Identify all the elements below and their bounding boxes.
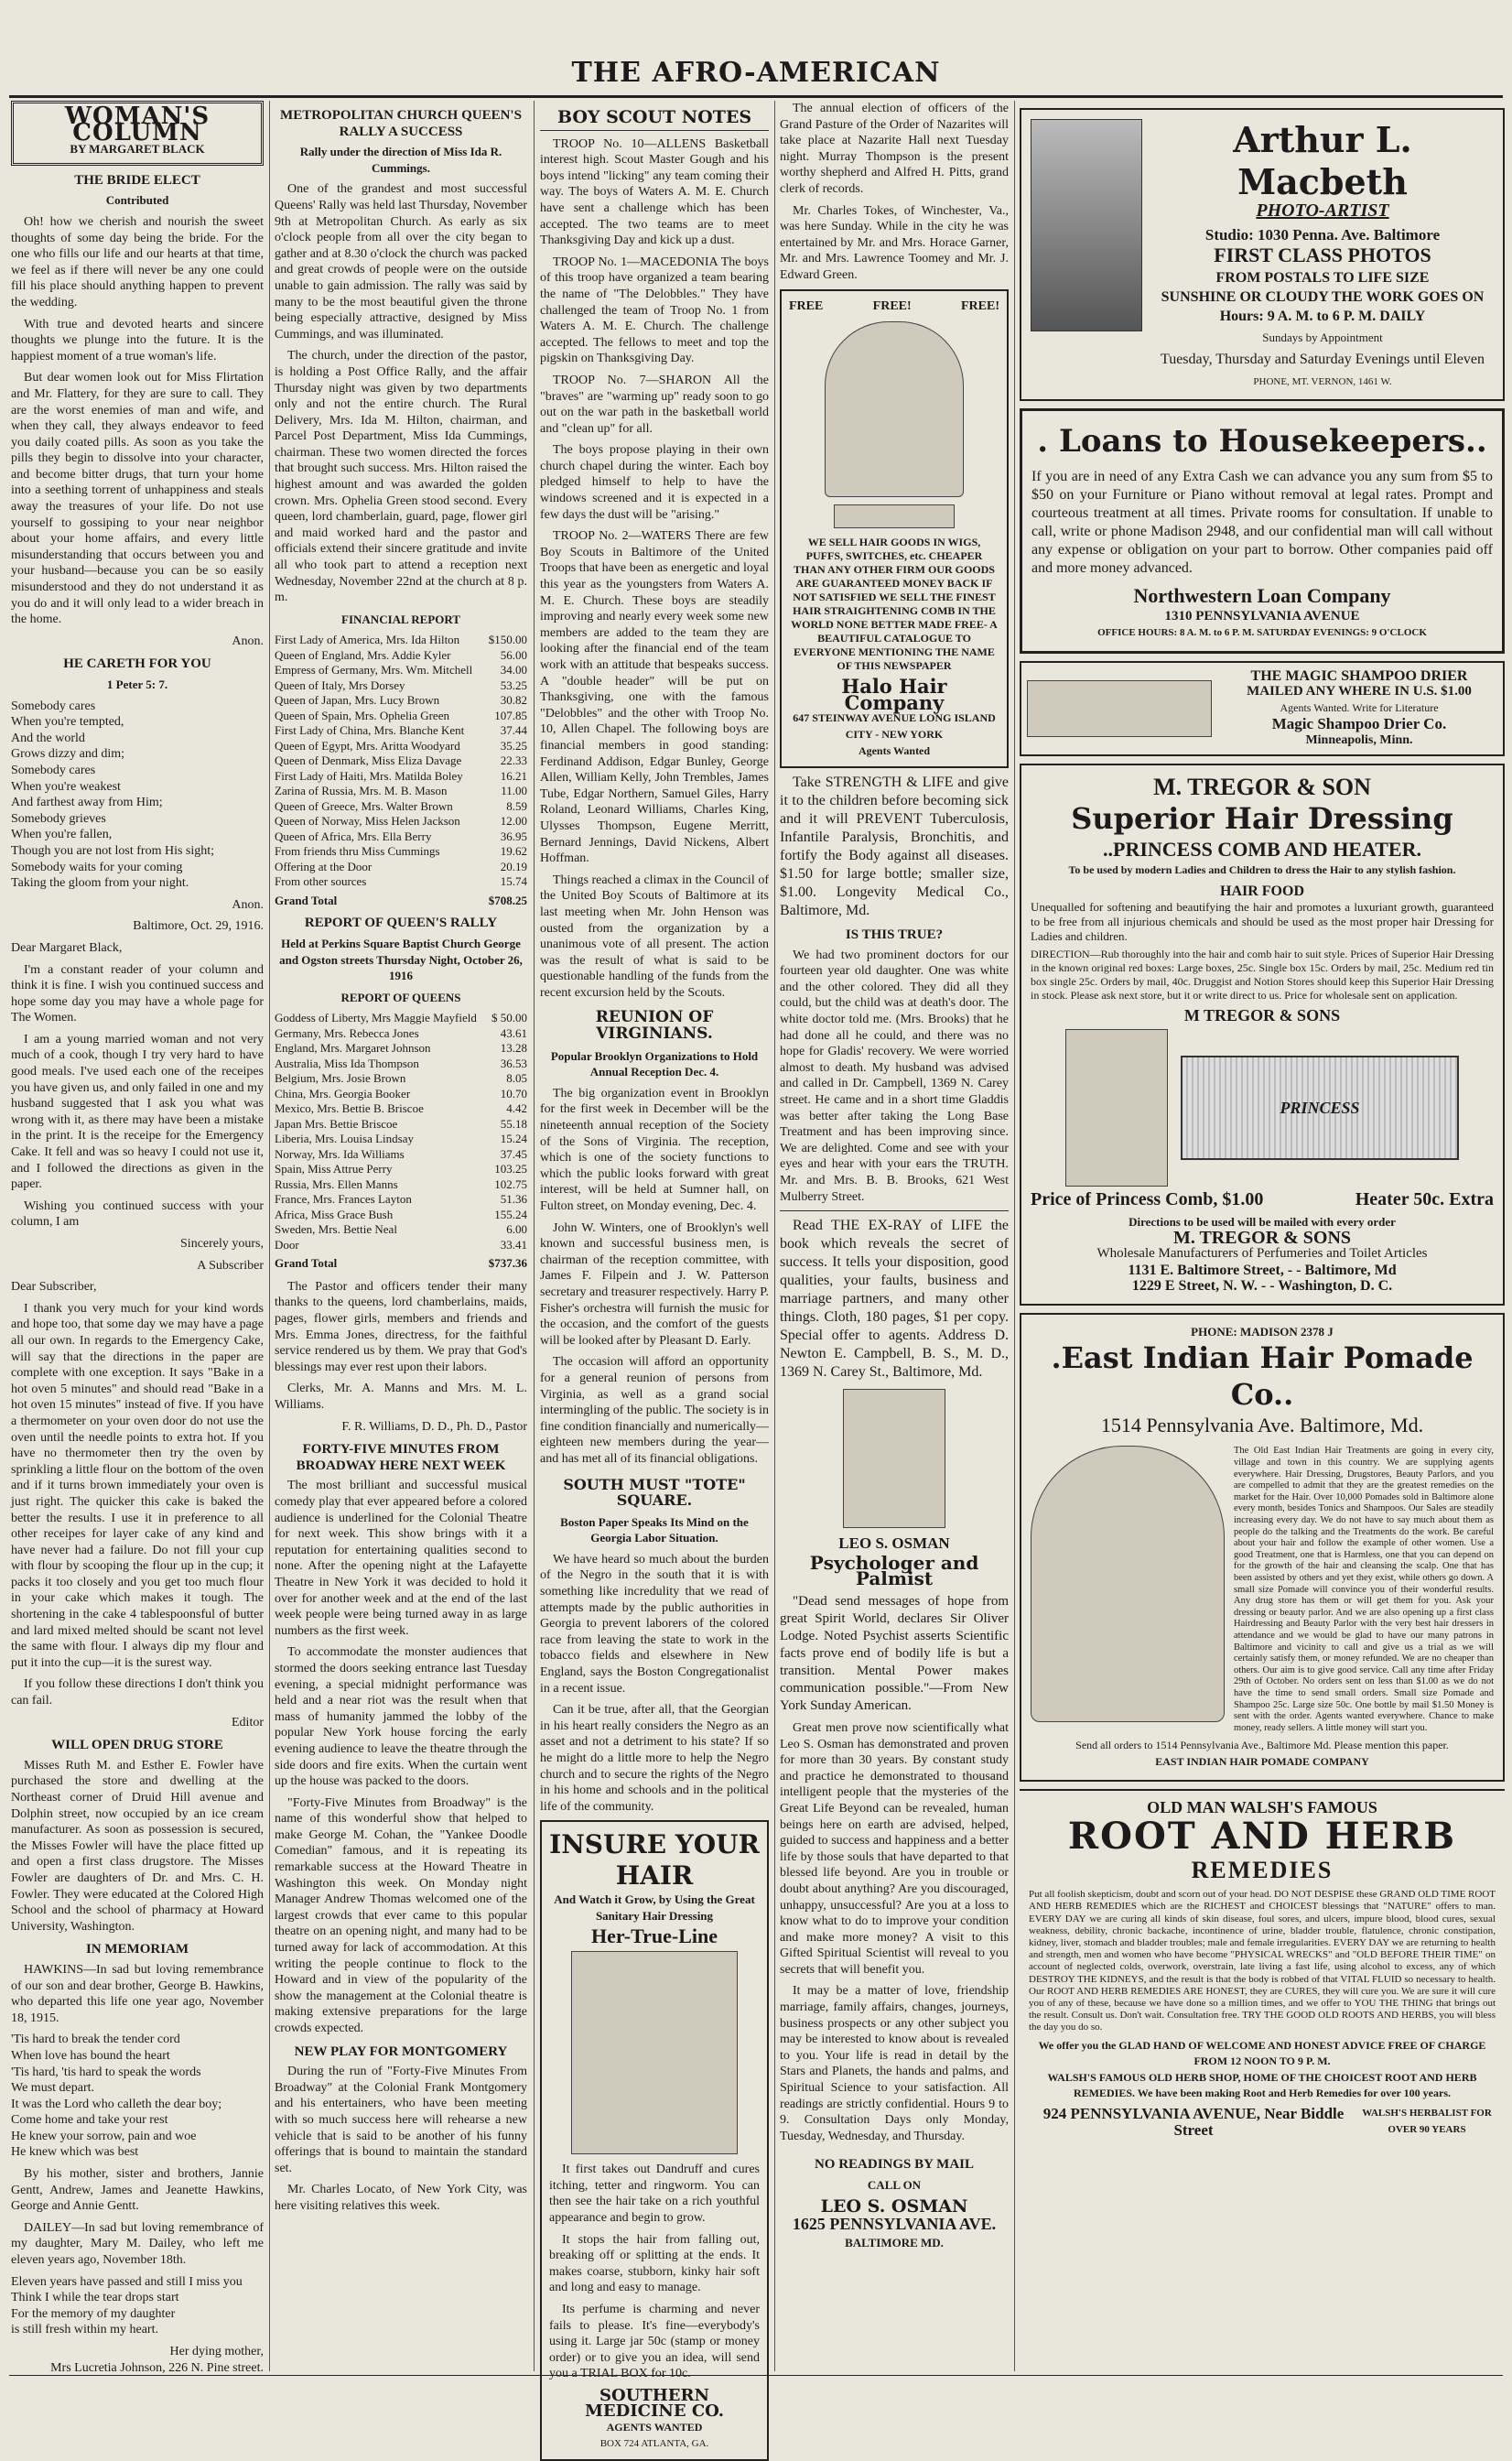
ad-address: 647 STEINWAY AVENUE LONG ISLAND CITY - NEW YORK [793,711,996,741]
row-label: First Lady of China, Mrs. Blanche Kent [275,723,465,738]
woman-portrait-image [825,321,964,497]
financial-report-table [275,633,527,890]
column-5-ads [1020,101,1505,2362]
row-label: Offering at the Door [275,859,373,873]
ad-line: To be used by modern Ladies and Children to dress the Hair to any stylish fashion. [1068,862,1456,876]
paragraph: Great men prove now scientifically what Leo S. Osman has demonstrated and proven for more than 30 years. By constant study and practice he demonstrated to thousand intelligent people that the mysteries of the Great Life Beyond can be revealed, human beings here on earth are advised, helped, guided to success and happiness and a better life by those souls that have departed to that blessed life beyond. Are you in trouble or doubt about anything? Are you discouraged, unhappy, unsuccessful? Are you at a loss to know what to do to improve your condition and make more money? A visit to this Gifted Spiritual Scientist will reveal to you secrets that will benefit you. [780,1720,1009,1977]
row-label: England, Mrs. Margaret Johnson [275,1041,431,1056]
letter-date: Baltimore, Oct. 29, 1916. [133,919,264,934]
ad-line: Sundays by Appointment [1262,331,1383,345]
paragraph: It first takes out Dandruff and cures itching, tetter and ringworm. You can then see the hair take on a rich youthful appearance and begin to grow. [549,2163,760,2225]
article-subtitle: Rally under the direction of Miss Ida R. Cummings. [299,145,502,175]
loans-ad [1020,408,1505,653]
ad-line: Tuesday, Thursday and Saturday Evenings until Eleven [1160,351,1485,367]
ad-line: WALSH'S FAMOUS OLD HERB SHOP, HOME OF THE CHOICEST ROOT AND HERB REMEDIES. We have been making Root and Herb Remedies for over 100 years. [1047,2070,1477,2100]
paragraph: By his mother, sister and brothers, Jannie Gentt, Andrew, James and Jeanette Hawkins, George and Annie Gentt. [11,2167,264,2214]
ad-headline: ROOT AND HERB [1067,1815,1457,1859]
east-indian-pomade-ad [1020,1313,1505,1782]
article-title: THE BRIDE ELECT [74,172,200,188]
signature: Her dying mother, Mrs Lucretia Johnson, 226 N. Pine street. [50,2345,264,2375]
woman-portrait-image [571,1951,738,2154]
ad-brand: THE MAGIC SHAMPOO DRIER [1250,667,1468,684]
row-label: First Lady of America, Mrs. Ida Hilton [275,633,460,647]
paragraph: One of the grandest and most successful Queens' Rally was held last Thursday, November 9th at Metropolitan Church. As early as six o'clock people from all over the city began to gather and at 8.30 o'clock the church was packed and great crowds of people were on the outside unable to gain admission. The rally was said by many to be the most beautiful given the throne being especially attractive, designed by Miss Cummings, and was illuminated. [275,182,527,342]
row-amount: 30.82 [500,693,527,708]
financial-row [275,1011,527,1026]
financial-report-table [275,1011,527,1252]
ad-city: BALTIMORE MD. [845,2235,944,2250]
row-label: Queen of Japan, Mrs. Lucy Brown [275,693,440,708]
article-subtitle: Held at Perkins Square Baptist Church George and Ogston streets Thursday Night, October 26, 1916 [279,937,523,983]
total-amount: $737.36 [488,1256,527,1271]
row-amount: 6.00 [506,1222,527,1237]
ad-body: DIRECTION—Rub thoroughly into the hair and comb hair to suit style. Prices of Superior Hair Dressing in the known original red boxes: Large boxes, 25c. Single box 15c. Orders by mail, 25c. Medium red tin box single 25c. Orders by mail, 40c. Druggist and Notion Stores should keep this Superior Hair Dressing in stock. Please ask next store, but it or write direct to us. Price for wholesale sent on application. [1031,947,1494,1002]
row-label: Queen of Denmark, Miss Eliza Davage [275,753,462,768]
column-1 [11,101,264,2375]
paragraph: Can it be true, after all, that the Georgian in his heart really considers the Negro as an asset and not a detriment to his state? If so he might do a little more to help the Negro church and to secure the rights of the Negro in his home and schools and in the political life of the community. [540,1703,769,1814]
ad-company: Northwestern Loan Company [1133,584,1391,608]
ad-agents: Agents Wanted [858,743,931,757]
financial-row [275,769,527,785]
macbeth-photo-ad [1020,108,1505,401]
paragraph: Clerks, Mr. A. Manns and Mrs. M. L. Williams. [275,1382,527,1413]
row-label: First Lady of Haiti, Mrs. Matilda Boley [275,768,463,783]
paragraph: HAWKINS—In sad but loving remembrance of our son and dear brother, George B. Hawkins, who departed this life one year ago, November 18, 1915. [11,1962,264,2025]
paragraph: TROOP No. 1—MACEDONIA The boys of this troop have organized a team bearing the name of "The Delobbles." They have challenged the team of Troop No. 1 from Waters A. M. E. Church. The challenge accepted. The fellows to meet and top the pigskin on Thanksgiving Day. [540,255,769,366]
letter-salutation: Dear Subscriber, [11,1280,97,1295]
paragraph: Wishing you continued success with your column, I am [11,1198,264,1230]
article-title: FORTY-FIVE MINUTES FROM BROADWAY HERE NEXT WEEK [296,1442,506,1473]
row-amount: 36.95 [500,829,527,843]
comb-image [834,504,955,528]
paragraph: Its perfume is charming and never fails to please. It's fine—everybody's using it. Large jar 50c (stamp or money order) or to give you an idea, will send you a TRIAL BOX for 10c. [549,2302,760,2381]
ad-name: Arthur L. Macbeth [1233,119,1412,202]
ad-name: M. TREGOR & SON [1153,773,1371,800]
masthead-rule [9,95,1503,98]
report-heading: REPORT OF QUEENS [340,990,461,1004]
row-label: Belgium, Mrs. Josie Brown [275,1071,406,1086]
signature: Anon. [232,634,264,648]
ad-headline: . Loans to Housekeepers.. [1037,423,1487,461]
financial-row [275,799,527,815]
row-amount: 8.05 [506,1071,527,1086]
ad-phone: PHONE, MT. VERNON, 1461 W. [1253,375,1392,387]
free-badge: FREE! [961,298,999,313]
row-label: Door [275,1237,299,1252]
signature: A Subscriber [197,1258,264,1273]
masthead: THE AFRO-AMERICAN [571,57,941,89]
ad-line: FROM POSTALS TO LIFE SIZE [1215,270,1430,287]
ad-note: CALL ON [867,2178,922,2192]
ad-title: Psychologer and Palmist [809,1551,979,1590]
ad-address: 1131 E. Baltimore Street, - - Baltimore, Md [1128,1262,1397,1278]
row-amount: 51.36 [500,1192,527,1207]
row-label: Empress of Germany, Mrs. Wm. Mitchell [275,663,473,678]
financial-row [275,753,527,769]
signature: F. R. Williams, D. D., Ph. D., Pastor [341,1419,527,1434]
financial-row [275,648,527,664]
row-amount: 35.25 [500,738,527,753]
row-label: China, Mrs. Georgia Booker [275,1086,411,1100]
article-title: WILL OPEN DRUG STORE [51,1738,223,1753]
financial-row [275,709,527,724]
bottom-rule [9,2375,1503,2376]
ad-company: Magic Shampoo Drier Co. [1271,715,1447,733]
row-amount: 10.70 [500,1086,527,1100]
row-label: Zarina of Russia, Mrs. M. B. Mason [275,784,448,798]
row-amount: 107.85 [494,708,527,722]
paragraph: With true and devoted hearts and sincere thoughts we plunge into the future. It is the happiest moment of a true woman's life. [11,317,264,363]
row-amount: 11.00 [501,784,527,798]
ad-body: Put all foolish skepticism, doubt and scorn out of your head. DO NOT DESPISE these GRAND OLD TIME ROOT AND HERB REMEDIES which are the RICHEST and CHOICEST blessings that "NATURE" offers to man. EVERY DAY we are curing all kinds of skin disease, foul sores, and ulcers, impure blood, blood cures, sexual weakness, debility, chronic backache, incontinence of urine, bladder trouble, flatulence, chronic constipation, kidney, liver, stomach and bladder troubles; male and female irregularities. EVERY DAY we are returning to health and strength, men and women who have become "PHYSICAL WRECKS" and "OLD BEFORE THEIR TIME" on account of neglected colds, overwork, overstrain, late living a fast life, using alcohol to excess, any of which DESTROY THE KIDNEYS, and the result is that the body is robbed of that VITAL FLUID so necessary to health. Our ROOT AND HERB REMEDIES ARE HONEST, they are CURES, they will cure you. We are sure it will cure you of any of these, because we have done so a million times, and we offer to YOU THE THING that brings out the result. Consult us. Don't wait. Consultation free. TRY THE GOOD OLD ROOTS AND HERBS, you will bless the day you do so. [1029,1889,1496,2033]
row-label: Goddess of Liberty, Mrs Maggie Mayfield [275,1011,477,1025]
ad-role: PHOTO-ARTIST [1256,201,1389,221]
ad-company: Halo Hair Company [841,675,947,714]
womans-column-header [11,101,264,166]
row-amount: 12.00 [500,814,527,829]
row-label: Queen of Africa, Mrs. Ella Berry [275,829,432,843]
row-label: Spain, Miss Attrue Perry [275,1162,393,1176]
row-label: Russia, Mrs. Ellen Manns [275,1176,398,1191]
tregor-hair-ad [1020,764,1505,1306]
paragraph: I am a young married woman and not very much of a cook, though I try very hard to have good meals. I've used each one of the receipes you have given us, and only failed in one and my husband suggested that I ask you what was wrong with it, as there may have been a mistake in the print. It is the receipe for the Emergency Cake. It fell and was so heavy I could not use it, and I followed the directions as given in the paper. [11,1032,264,1192]
paragraph: The church, under the direction of the pastor, is holding a Post Office Rally, and the affair Thursday night was given by two departments only and not the entire church. The Rural Delivery, Mrs. Ida M. Hilton, chairman, and Parcel Post Department, Miss Ida Cummings, chairman. These two women directed the forces that brought such success. Mrs. Hilton raised the highest amount and was awarded the golden crown. Mrs. Ophelia Green stood second. Every queen, lord chamberlain, guard, page, flower girl and maid worked hard and the pastor and officials extend their sincere gratitude and invite all who took part to attend a reception next Wednesday, November 22nd at the church at 8 p. m. [275,349,527,605]
ad-agents: AGENTS WANTED [606,2421,703,2434]
paragraph: Things reached a climax in the Council of the United Boy Scouts of Baltimore at its last meeting when Mr. John Henson was ousted from the organization by a unanimous vote of all present. The action was the result of what is said to be questionable handling of the funds from the recent excursion held by the Scouts. [540,873,769,1000]
paragraph: Misses Ruth M. and Esther E. Fowler have purchased the store and dwelling at the Northeast corner of Druid Hill avenue and Dolphin street, now occupied by an ice cream manufacturer. As soon as possession is secured, the Misses Fowler will have the place fitted up and open a first class drugstore. The Misses Fowler are daughters of Dr. and Mrs. C. H. Fowler. They were educated at the Colored High School and the school of pharmacy at Howard University, Washington. [11,1758,264,1934]
financial-row [275,1147,527,1163]
paragraph: I'm a constant reader of your column and think it is fine. I wish you continued success and hope some day you may have a whole page for The Women. [11,962,264,1025]
womans-column-byline: BY MARGARET BLACK [70,142,205,157]
row-amount: 22.33 [500,753,527,768]
ad-body: WE SELL HAIR GOODS IN WIGS, PUFFS, SWITCHES, etc. CHEAPER THAN ANY OTHER FIRM OUR GOODS ARE GUARANTEED MONEY BACK IF NOT SATISFIED WE SELL THE FINEST HAIR STRAIGHTENING COMB IN THE WORLD NONE BETTER MADE FREE- A BEAUTIFUL CATALOGUE TO EVERYONE MENTIONING THE NAME OF THIS NEWSPAPER [791,536,998,673]
ad-line: Directions to be used will be mailed with every order [1129,1214,1396,1229]
row-label: Queen of Italy, Mrs Dorsey [275,678,405,692]
row-label: Japan Mrs. Bettie Briscoe [275,1116,398,1131]
signature: Anon. [232,897,264,912]
ad-line: Send all orders to 1514 Pennsylvania Ave., Baltimore Md. Please mention this paper. [1075,1739,1449,1752]
ad-subheadline: ..PRINCESS COMB AND HEATER. [1103,837,1421,861]
row-amount: 36.53 [500,1056,527,1070]
paragraph: The big organization event in Brooklyn for the first week in December will be the nineteenth annual reception of the Society of the Sons of Virginia. The reception, which is one of the society functions to which the public looks forward with great interest, will be held at Sumner hall, on Fulton street, on Monday evening, Dec. 4. [540,1086,769,1213]
article-title: HE CARETH FOR YOU [63,656,211,672]
row-label: Queen of Norway, Miss Helen Jackson [275,814,460,829]
row-label: France, Mrs. Frances Layton [275,1192,412,1207]
financial-row [275,1057,527,1072]
row-amount: 103.25 [494,1162,527,1176]
ad-line: SUNSHINE OR CLOUDY THE WORK GOES ON [1161,289,1485,306]
column-2 [275,101,527,2362]
paragraph: It stops the hair from falling out, breaking off or splitting at the ends. It makes coarse, stubborn, kinky hair soft and long and easy to manage. [549,2232,760,2295]
article-title: METROPOLITAN CHURCH QUEEN'S RALLY A SUCCESS [280,108,522,139]
ad-line: OLD MAN WALSH'S FAMOUS [1147,1797,1377,1816]
financial-row [275,1117,527,1133]
ad-name: M. TREGOR & SONS [1172,1227,1352,1248]
ad-subheadline: And Watch it Grow, by Using the Great Sanitary Hair Dressing [554,1892,755,1923]
letter-salutation: Dear Margaret Black, [11,940,123,955]
ad-studio: Studio: 1030 Penna. Ave. Baltimore [1204,225,1441,244]
column-divider [269,101,270,2371]
financial-row [275,663,527,678]
photographer-portrait-image [1031,119,1142,331]
heater-price: Heater 50c. Extra [1355,1189,1494,1210]
row-amount: 16.21 [500,768,527,783]
free-badge: FREE [789,298,824,313]
financial-row [275,874,527,890]
paragraph: We had two prominent doctors for our fourteen year old daughter. One was white and the other colored. They did all they could, but the child was at death's door. The white doctor told me. (Mrs. Brooks) that he had done all he could, and there was no hope for Gladis' recovery. We were worried almost to death. My husband was advised and called in Dr. Campbell, 1369 N. Carey street. He came and in a short time Gladdis was better after taking the Long Base Treatment and has been improving since. We are delighted. Come and see with your eyes and hear with your ears the TRUTH. Mr. and Mrs. B. B. Brooks, 621 West Mulberry Street. [780,948,1009,1204]
financial-row [275,784,527,799]
ad-name: M TREGOR & SONS [1183,1005,1341,1025]
row-label: Queen of Greece, Mrs. Walter Brown [275,798,453,813]
financial-row [275,633,527,648]
row-amount: 33.41 [500,1237,527,1252]
paragraph: DAILEY—In sad but loving remembrance of my daughter, Mary M. Dailey, who left me eleven years ago, November 18th. [11,2220,264,2268]
poem: Somebody cares When you're tempted, And the world Grows dizzy and dim; Somebody cares When you're weakest And farthest away from Him; Somebody grieves When you're fallen, Though you are not lost from His sight; Somebody waits for your coming Taking the gloom from your night. [11,699,215,891]
financial-row [275,723,527,739]
paragraph: To accommodate the monster audiences that stormed the doors seeking entrance last Tuesday evening, a special midnight performance was held and a near riot was the result when that mass of humanity jammed the lobby of the popular New York house forcing the early evening audience to leave the theatre through the side doors and fire exits. When the curtain went up the house was packed to the doors. [275,1645,527,1789]
free-badge: FREE! [872,298,912,313]
row-label: Queen of Spain, Mrs. Ophelia Green [275,708,449,722]
column-3 [540,101,769,2449]
row-amount: 4.42 [506,1101,527,1116]
financial-row [275,844,527,860]
financial-row [275,739,527,754]
poem: 'Tis hard to break the tender cord When love has bound the heart 'Tis hard, 'tis hard to speak the words We must depart. It was the Lord who calleth the dear boy; Come home and take your rest He knew your sorrow, pain and woe He knew which was best [11,2033,222,2160]
paragraph: I thank you very much for your kind words and hope too, that some day we may have a page all our own. In regards to the Emergency Cake, will say that the directions in the paper are complete with one exception. It says "Bake in a hot oven 5 minutes" and should read "Bake in a hot oven 15 minutes" instead of five. If you have a thermometer on your oven door do not use the oven until the needle points to extra hot. If you have no thermometer then try the oven by sprinkling a little flour on the bottom of the oven and if it turns brown immediately your oven is just right. The quicker this cake is baked the better the results. I use it in preference to all other receipes for layer cake of any kind and have never had a failure. Do not fill your cup with flour by scooping the flour up in the cup; it packs it too closely and you get too much flour in your cake which makes it tough. The shortening in the cake 4 tablespoonsful of butter and lard mixed melted should be scant not level the same with flour. I always dip my flour and put it into the cup—it is the surest way. [11,1301,264,1670]
ad-address: 1514 Pennsylvania Ave. Baltimore, Md. [1100,1414,1424,1437]
row-amount: 13.28 [500,1041,527,1056]
financial-row [275,814,527,829]
letter-close: Sincerely yours, [180,1237,264,1251]
paragraph: The boys propose playing in their own church chapel during the winter. Each boy pledged himself to help to have the windows screened and it is expected in a few days the dust will be "arising." [540,443,769,522]
paragraph: TROOP No. 7—SHARON All the "braves" are "warming up" ready soon to go out on the war path in the basketball world and "clean up" for all. [540,373,769,436]
magic-shampoo-ad [1020,661,1505,756]
ad-line: FIRST CLASS PHOTOS [1214,244,1431,267]
halo-hair-ad [780,289,1009,769]
column-divider [534,101,535,2371]
paragraph: It may be a matter of love, friendship marriage, family affairs, changes, journeys, business prospects or any other subject you may be interested to know about is revealed to you. Your life is read in detail by the Stars and Planets, the hands and palms, and Spiritual Science to your satisfaction. All readings are strictly confidential. Hours 9 to 9. Consultation Days only Monday, Tuesday, Wednesday, and Thursday. [780,1984,1009,2143]
financial-row [275,860,527,875]
paragraph: TROOP No. 2—WATERS There are few Boy Scouts in Baltimore of the United Troops that have been as energetic and loyal this year as the youngsters from Waters A. M. E. Church. These boys are steadily improving and nearly every week some new members are added to the team they are looking after the financial end of the team work with an attitude that bespeaks success. A "double header" will be put on Thanksgiving, one with the famous "Delobbles" and the other with Troop No. 10, Allen Chapel. The following boys are financial members in good standing: Ferdinand Addison, Edgar Bunley, George Allen, William Kelly, John Trembles, James Tube, Edgar Northern, Samuel Giles, Harry Roland, Leonard Williams, Charles King, Ulysses Thompson, Eugene Merritt, Bernard Jennings, David Nickens, Albert Hoffman. [540,529,769,866]
paragraph: The occasion will afford an opportunity for a general reunion of persons from Virginia, as well as a grand social intermingling of the public. The society is in fine condition financially and numerically—eighteen new members during the year—and has met all of its financial obligations. [540,1355,769,1466]
paragraph: Oh! how we cherish and nourish the sweet thoughts of some day being the bride. For the one who fills our life and our hearts at that time, we feel as if there will never be any one could fill his place should anything happen to prevent the wedding. [11,214,264,309]
financial-row [275,1208,527,1223]
paragraph: "Dead send messages of hope from great Spirit World, declares Sir Oliver Lodge. Noted Psychist asserts Scientific facts prove end of bodily life is but a transition. Mental Power makes communication possible."—From New York Sunday American. [780,1593,1009,1713]
row-amount: 20.19 [500,859,527,873]
ad-hours: OFFICE HOURS: 8 A. M. to 6 P. M. SATURDAY EVENINGS: 9 O'CLOCK [1097,626,1427,638]
ad-subheadline: REMEDIES [1191,1857,1334,1884]
row-amount: $ 50.00 [491,1011,527,1025]
ad-headline: .East Indian Hair Pomade Co.. [1051,1340,1474,1413]
paragraph: We have heard so much about the burden of the Negro in the south that it is with something like incredulity that we read of attempts made by the public authorities in Georgia to prevent laborers of the colored race from leaving the state to work in the tobacco fields and elsewhere in New England, says the Boston Congregationalist in a recent issue. [540,1552,769,1696]
article-subtitle: Popular Brooklyn Organizations to Hold Annual Reception Dec. 4. [550,1048,759,1079]
column-divider [1014,101,1015,2371]
ad-hours: Hours: 9 A. M. to 6 P. M. DAILY [1219,309,1426,325]
row-amount: 43.61 [500,1025,527,1040]
paragraph: The Pastor and officers tender their many thanks to the queens, lord chamberlains, maids, pages, flower girls, members and friends and Mrs. Emma Jones, directress, for the faithful service rendered us by them. We pray that God's blessings may ever rest upon their labors. [275,1279,527,1374]
financial-row [275,1192,527,1208]
row-amount: 15.24 [500,1132,527,1146]
ad-body: If you are in need of any Extra Cash we can advance you any sum from $5 to $50 on your Furniture or Piano without removal at legal rates. Prompt and courteous treatment at all times. Private rooms for consultation. If unable to call, write or phone Madison 2948, and our confidential man will call without any expense or obligation on your part to borrow. Other companies paid off and more money advanced. [1031,469,1493,577]
row-label: Sweden, Mrs. Bettie Neal [275,1222,397,1237]
article-title: IN MEMORIAM [85,1942,189,1957]
financial-row [275,693,527,709]
ad-company: SOUTHERN MEDICINE CO. [584,2385,725,2422]
paragraph: If you follow these directions I don't think you can fail. [11,1677,264,1708]
financial-row [275,829,527,845]
ad-line: Wholesale Manufacturers of Perfumeries and Toilet Articles [1096,1246,1428,1262]
ad-phone: PHONE: MADISON 2378 J [1191,1324,1334,1339]
article-title: SOUTH MUST "TOTE" SQUARE. [563,1475,746,1510]
ad-body: Unequalled for softening and beautifying the hair and promotes a luxuriant growth, guaranteed to be free from all injurious chemicals and should be used as the most proper hair Dressing for Ladies and children. [1031,899,1494,943]
financial-row [275,1177,527,1193]
paragraph: The annual election of officers of the Grand Pasture of the Order of Nazarites will take place at Nazarite Hall next Tuesday night. Murray Thompson is the present worthy shepherd and Alfred H. Pitts, grand clerk of records. [780,102,1009,196]
paragraph: Read THE EX-RAY of LIFE the book which reveals the secret of success. It tells your disposition, good qualities, your faults, business and marriage partners, and many other things. Cloth, 180 pages, $1 per copy. Special offer to agents. Address D. Newton E. Campbell, B. S., M. D., 1369 N. Carey St., Baltimore, Md. [780,1210,1009,1382]
row-amount: 53.25 [500,678,527,692]
paragraph: Mr. Charles Tokes, of Winchester, Va., was here Sunday. While in the city he was entertained by Mr. and Mrs. Horace Garner, Mr. and Mrs. Lawrence Toomey and Mr. J. Edward Green. [780,203,1009,282]
column-divider [774,101,775,2371]
financial-total-row [275,1256,527,1272]
ad-agents: Agents Wanted. Write for Literature [1280,700,1439,714]
article-title: REPORT OF QUEEN'S RALLY [304,916,498,931]
row-amount: 155.24 [494,1207,527,1221]
row-amount: 55.18 [500,1116,527,1131]
financial-row [275,1222,527,1238]
ad-company: EAST INDIAN HAIR POMADE COMPANY [1155,1754,1369,1768]
scripture-reference: 1 Peter 5: 7. [106,678,168,691]
row-label: Africa, Miss Grace Bush [275,1207,394,1221]
row-amount: 56.00 [500,647,527,662]
financial-report-title: FINANCIAL REPORT [341,612,460,626]
financial-row [275,1162,527,1177]
ad-note: NO READINGS BY MAIL [814,2157,975,2173]
comb-price: Price of Princess Comb, $1.00 [1031,1189,1264,1210]
ad-name: LEO S. OSMAN [838,1534,950,1553]
total-amount: $708.25 [488,893,527,907]
financial-row [275,1132,527,1147]
financial-row [275,1238,527,1253]
comb-image: PRINCESS [1181,1056,1459,1160]
ad-city: Minneapolis, Minn. [1305,732,1413,747]
row-amount: 15.74 [500,874,527,889]
article-title: REUNION OF VIRGINIANS. [595,1008,714,1044]
article-subtitle: Boston Paper Speaks Its Mind on the Georgia Labor Situation. [560,1514,749,1545]
drier-image [1027,680,1212,737]
ad-signature: WALSH'S HERBALIST FOR OVER 90 YEARS [1362,2107,1492,2135]
row-label: From other sources [275,874,367,889]
row-label: Mexico, Mrs. Bettie B. Briscoe [275,1101,424,1116]
row-amount: $150.00 [488,633,527,647]
column-4 [780,101,1009,2362]
paragraph: During the run of "Forty-Five Minutes From Broadway" at the Colonial Frank Montgomery and his entertainers, who have been meeting with so much success here will rehearse a new vehicle that is said to be another of his funny offerings that is bound to maintain the standard set. [275,2065,527,2175]
row-amount: 34.00 [500,663,527,678]
ad-address: BOX 724 ATLANTA, GA. [599,2437,709,2449]
row-label: Queen of Egypt, Mrs. Aritta Woodyard [275,738,460,753]
total-label: Grand Total [275,1256,338,1271]
article-title: BOY SCOUT NOTES [540,110,769,131]
financial-row [275,678,527,694]
ad-brand: Her-True-Line [590,1924,718,1947]
financial-row [275,1041,527,1057]
financial-row [275,1071,527,1087]
financial-total-row [275,894,527,909]
signature: Editor [232,1715,264,1729]
total-label: Grand Total [275,893,338,907]
financial-row [275,1026,527,1042]
row-label: Norway, Mrs. Ida Williams [275,1146,405,1161]
paragraph: But dear women look out for Miss Flirtation and Mr. Flattery, for they are sure to call. They are the worst enemies of man and wife, and when they call, they always endeavor to feed you daily coated pills. As soon as you take the pills they begin to dissolve into your character, and become bitter drugs, that turn your home into a seething torrent of unhappiness and steals away the treasures of your life. Do not use yourself to gossiping to your near neighbor about your home affairs, and every little misunderstanding that occurs between you and your husband—because you can be so easily misunderstood and they do not understand it as you do and it will only lead to a wider breach in the home. [11,371,264,627]
paragraph: The most brilliant and successful musical comedy play that ever appeared before a colored audience is underlined for the Colonial Theatre for next week. This show brings with it a reputation for entertaining qualities second to none. After the opening night at the Lafayette Theatre in New York it was decided to hold it over for another week and at the end of the last week people were being turned away in as large numbers as the first week. [275,1479,527,1638]
ad-address: 1625 PENNSYLVANIA AVE. [792,2215,997,2234]
financial-row [275,1101,527,1117]
article-title: NEW PLAY FOR MONTGOMERY [294,2044,508,2059]
ad-address: 1229 E Street, N. W. - - Washington, D. C. [1131,1278,1393,1295]
row-label: Liberia, Mrs. Louisa Lindsay [275,1132,414,1146]
paragraph: Take STRENGTH & LIFE and give it to the children before becoming sick and it will PREVENT Tuberculosis, Infantile Paralysis, Bronchitis, and fortify the Body against all diseases. $1.50 for large bottle; smaller size, $1.00. Longevity Medical Co., Baltimore, Md. [780,775,1009,919]
financial-row [275,1087,527,1102]
ad-headline: INSURE YOUR HAIR [549,1829,760,1892]
row-label: Germany, Mrs. Rebecca Jones [275,1025,419,1040]
palm-hand-image [843,1389,945,1528]
ad-body: The Old East Indian Hair Treatments are going in every city, village and town in this country. We are supplying agents everywhere. Hair Dressing, Drugstores, Beauty Parlors, and you are compelled to admit that they are the greatest remedies on the market for the Hair. Over 10,000 Pomades sold in Baltimore alone every month, besides Tonics and Shampoos. Our Sales are steadily increasing every day. We do not have to say much about them as people do the talking and the Treatments do the work. Be careful about your hair and follow the example of other women. Use a good Treatment, one that is Harmless, one that you can depend on for the growth of the hair and cleansing the scalp. One that has been assisted by others and yet they exist, while others go down. A small size Pomade will convince you of their wonderful results. Any drug store has them or will get them for you. Ask your dressing or beauty parlor. And we are also opening up a first class Hairdressing and Beauty Parlor with the very best hair dressers in attendance and we would be glad to have our many patrons in Baltimore and vicinity to call and give us a trial as we will certainly satisfy them, or money refunded. We are no cheaper than others. Our aim is to give good service. Call any time after Friday 29th of October. No orders sent on less than $1.00 as we do not have the time to send small orders. Small size Pomade and Shampoo 25c. Large size 50c. One bottle by mail $1.50 Money is sent with the order. Agents wanted everywhere. Chance to make money, ready sellers. A little money will start you. [1234,1446,1494,1733]
ad-address: 924 PENNSYLVANIA AVENUE, Near Biddle Street [1042,2104,1345,2139]
womans-column-title: WOMAN'S COLUMN [64,103,211,146]
paragraph: John W. Winters, one of Brooklyn's well known and successful business men, is chairman of the reception committee, with James F. Filpein and J. W. Patterson secretary and treasurer respectively. Harry P. Fisher's orchestra will furnish the music for the occasion, and the comfort of the guests will be looked after by Pleasant D. Early. [540,1220,769,1348]
insure-hair-ad [540,1820,769,2461]
paragraph: TROOP No. 10—ALLENS Basketball interest high. Scout Master Gough and his boys intend "licking" any team coming their way. The boys of Waters A. M. E. Church have sent a challenge which has been accepted. The two teams are to meet Thanksgiving Day and kick up a dust. [540,136,769,248]
ad-address: 1310 PENNSYLVANIA AVENUE [1164,609,1360,624]
row-amount: 102.75 [494,1176,527,1191]
row-amount: 37.45 [500,1146,527,1161]
row-label: Queen of England, Mrs. Addie Kyler [275,647,451,662]
ad-name: LEO S. OSMAN [820,2195,968,2217]
article-title: IS THIS TRUE? [845,927,944,943]
walsh-remedies-ad [1020,1789,1505,2148]
row-amount: 19.62 [500,844,527,859]
paragraph: "Forty-Five Minutes from Broadway" is the name of this wonderful show that helped to make George M. Cohan, the "Yankee Doodle Comedian" famous, and it is repeating its remarkable success at the Howard Theatre in Washington this week. On Monday night Manager Andrew Thomas welcomed one of the largest crowds that ever came to this popular theatre on an opening night, and many had to be turned away for lack of accommodation. At this writing the people continue to flock to the Howard and in view of the popularity of the show the management at the Colonial theatre is making extensive preparations for the large crowds expected. [275,1795,527,2035]
article-subtitle: Contributed [105,193,169,208]
ad-headline: Superior Hair Dressing [1071,800,1453,836]
row-label: From friends thru Miss Cummings [275,844,440,859]
row-amount: 37.44 [500,723,527,738]
ad-line: MAILED ANY WHERE IN U.S. $1.00 [1247,684,1472,699]
ad-line: HAIR FOOD [1220,884,1304,900]
row-label: Australia, Miss Ida Thompson [275,1056,419,1070]
ad-line: We offer you the GLAD HAND OF WELCOME AND HONEST ADVICE FREE OF CHARGE FROM 12 NOON TO 9 P. M. [1038,2038,1486,2068]
hair-food-jar-image [1065,1029,1168,1187]
poem: Eleven years have passed and still I miss you Think I while the tear drops start For the memory of my daughter is still fresh within my heart. [11,2274,243,2337]
row-amount: 8.59 [506,798,527,813]
woman-long-hair-image [1031,1446,1225,1722]
paragraph: Mr. Charles Locato, of New York City, was here visiting relatives this week. [275,2183,527,2213]
